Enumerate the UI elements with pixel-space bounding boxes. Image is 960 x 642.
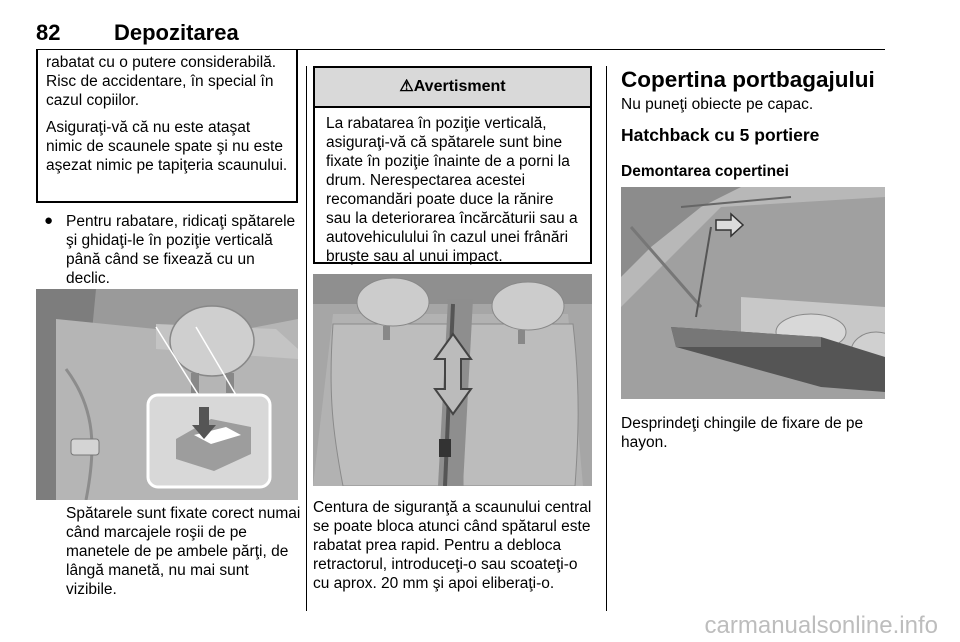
procedure-heading: Demontarea copertinei [621,163,789,180]
section-intro: Nu puneţi obiecte pe capac. [621,96,814,113]
bullet-text: Pentru rabatare, ridicaţi spătarele şi ghidaţi-le în poziţie verticală până când se fixează cu un declic. [66,213,296,287]
watermark: carmanualsonline.info [704,612,938,639]
subsection-heading: Hatchback cu 5 portiere [621,125,820,145]
warning-title: Avertisment [413,78,506,95]
warning-triangle-icon: ⚠ [399,78,414,95]
warning-continuation-box [36,50,298,203]
seatback-latch-illustration [36,289,298,500]
warning-header [315,68,590,108]
warning-paragraph-2: Asiguraţi-vă că nu este ataşat nimic de scaunele spate şi nu este aşezat nimic pe tapiţeria scaunului. [46,119,288,174]
warning-paragraph-1: rabatat cu o putere considerabilă. Risc de accidentare, în special în cazul copiilor. [46,54,277,109]
chapter-title: Depozitarea [114,20,239,45]
warning-box [313,66,592,264]
cargo-cover-caption: Desprindeţi chingile de fixare de pe hayon. [621,415,864,451]
rear-seat-illustration [313,274,592,486]
bullet-icon: ● [44,212,54,229]
warning-text: La rabatarea în poziţie verticală, asiguraţi-vă că spătarele sunt bine fixate în poziţie înainte de a porni la drum. Nerespectarea acestei recomandări poate duce la rănire sau la deteriorarea încărcăturii sau a autovehiculului în cazul unei frânări bruşte sau al unui impact. [326,115,578,265]
cargo-cover-illustration [621,187,885,399]
page-number: 82 [36,20,61,45]
column-divider-1 [306,66,307,611]
column-divider-2 [606,66,607,611]
section-heading: Copertina portbagajului [621,67,875,92]
seatbelt-caption: Centura de siguranţă a scaunului central se poate bloca atunci când spătarul este rabatat prea rapid. Pentru a debloca retractorul, introduceţi-o sau scoateţi-o cu aprox. 20 mm şi apoi eliberaţi-o. [313,499,592,592]
latch-caption: Spătarele sunt fixate corect numai când marcajele roşii de pe manetele de pe ambele părţi, de lângă manetă, nu mai sunt vizibile. [66,505,301,598]
